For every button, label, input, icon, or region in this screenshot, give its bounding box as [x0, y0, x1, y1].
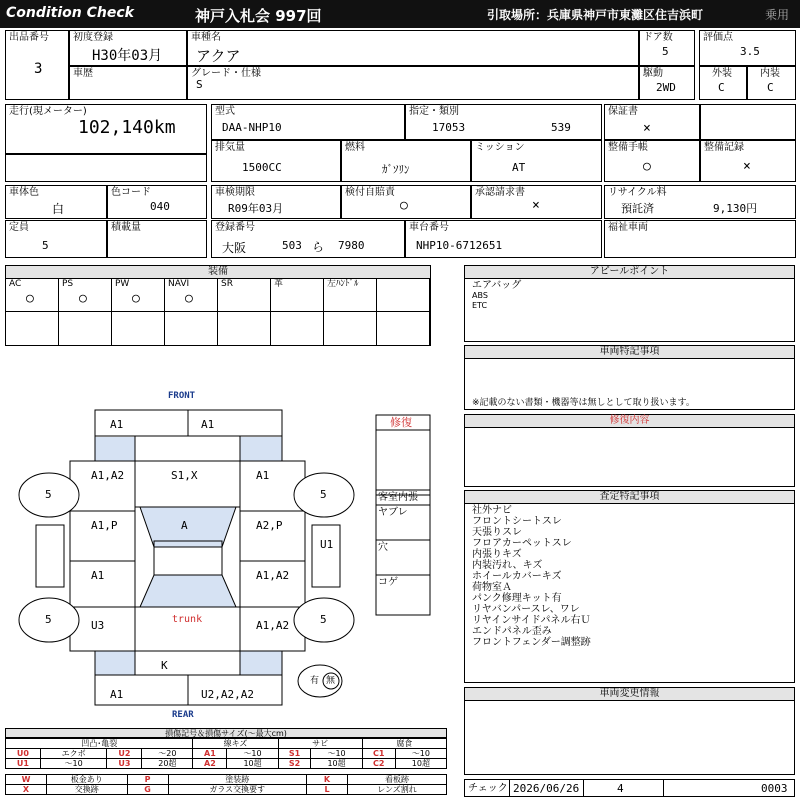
type-cell: [211, 104, 405, 140]
damage-right-front-door: A2,P: [256, 519, 283, 532]
legend-mark-row: [6, 775, 447, 785]
equipment-value: ○: [26, 291, 34, 306]
cabin-hole: 穴: [378, 542, 388, 553]
damage-left-fender: A1,A2: [91, 469, 125, 482]
manual: ○: [643, 159, 651, 174]
equipment-section: [5, 265, 431, 346]
interior-grade: C: [767, 81, 774, 94]
displacement-label: 排気量: [215, 142, 245, 153]
front-label: FRONT: [168, 391, 196, 401]
trunk-label: trunk: [172, 614, 203, 625]
assess-line: リヤバンパースレ、ワレ: [472, 604, 580, 615]
equipment-cell-blank: [59, 312, 112, 346]
spec-cell: [405, 104, 602, 140]
equipment-value: ○: [79, 291, 87, 306]
legend-cell: 10超: [395, 759, 446, 769]
damage-hood: S1,X: [171, 469, 198, 482]
drive-label: 駆動: [643, 68, 663, 79]
check-label: チェック: [468, 783, 508, 794]
equipment-grid: [6, 278, 430, 346]
legend-mark-cell: K: [307, 775, 348, 785]
owner-label: 有: [310, 676, 320, 686]
damage-right-sill: U1: [320, 538, 334, 551]
legend-mark-cell: X: [6, 785, 47, 795]
mileage-label: 走行(現メーター): [9, 106, 87, 117]
assess-line: フロントフェンダー調整跡: [472, 637, 591, 648]
damage-left-front-door: A1,P: [91, 519, 118, 532]
spec-label: 指定・類別: [409, 106, 459, 117]
rear-label: REAR: [172, 710, 194, 720]
mission-cell: [471, 140, 602, 182]
insurance-label: 検付自賠責: [345, 187, 395, 198]
legend-cell: U3: [107, 759, 142, 769]
change-section: [464, 687, 795, 775]
claim-label: 承認請求書: [475, 187, 525, 198]
equipment-label: SR: [221, 279, 233, 289]
legend-cell: 20超: [142, 759, 193, 769]
damage-right-fender: A1: [256, 469, 270, 482]
drive: 2WD: [656, 81, 676, 94]
warranty-label: 保証書: [608, 106, 638, 117]
exterior-grade: C: [718, 81, 725, 94]
chassis: NHP10-6712651: [416, 239, 503, 252]
mileage-cell: [5, 104, 207, 154]
equipment-label: AC: [9, 279, 22, 289]
equipment-cell-blank: [324, 312, 377, 346]
legend-table: [5, 738, 447, 769]
legend-cell: 10超: [311, 759, 362, 769]
legend-cell: U0: [6, 749, 41, 759]
type: DAA-NHP10: [222, 121, 282, 134]
legend-cell: C2: [362, 759, 395, 769]
equipment-cell-blank: [218, 312, 271, 346]
check-num: 4: [617, 782, 624, 795]
legend-title: 損傷記号＆損傷サイズ(～最大cm): [5, 728, 447, 738]
damage-rear-left: A1: [110, 688, 124, 701]
lot-label: 出品番号: [9, 32, 49, 43]
model-name: アクア: [196, 47, 241, 65]
cabin-tear: ヤブレ: [378, 507, 408, 518]
claim-cell: [471, 185, 602, 219]
regno-cell: [211, 220, 405, 258]
legend-mark-cell: レンズ割れ: [348, 785, 447, 795]
equipment-cell-blank: [165, 312, 218, 346]
legend-mark-cell: L: [307, 785, 348, 795]
legend-mark-cell: P: [127, 775, 168, 785]
interior-label: 内装: [760, 68, 780, 79]
legend-cell: ～10: [395, 749, 446, 759]
legend-row: [6, 749, 447, 759]
appeal-title: アピールポイント: [465, 266, 794, 279]
equipment-cell: [271, 278, 324, 312]
interior-cell: [747, 66, 796, 100]
special-title: 車両特記事項: [465, 346, 794, 359]
repair-title: 修復内容: [465, 415, 794, 428]
appeal-section: [464, 265, 795, 342]
tire-rear-right: 5: [320, 613, 327, 626]
damage-left-quarter: U3: [91, 619, 105, 632]
damage-tailgate: K: [161, 659, 168, 672]
spec-model: 17053: [432, 121, 466, 134]
equipment-cell: [165, 278, 218, 312]
assess-section: [464, 490, 795, 683]
legend-mark-row: [6, 785, 447, 795]
grade: S: [196, 78, 203, 91]
mileage: 102,140km: [78, 117, 176, 138]
equipment-cell: [59, 278, 112, 312]
regno-label: 登録番号: [215, 222, 255, 233]
assess-line: ホイールカバーキズ: [472, 571, 562, 582]
assess-line: リヤインサイドパネル右Ｕ: [472, 615, 591, 626]
history-label: 車歴: [73, 68, 93, 79]
doors-cell: [639, 30, 695, 66]
recycle-cell: [604, 185, 796, 219]
car-outline: [0, 385, 460, 725]
equipment-label: 革: [274, 279, 284, 289]
insurance-cell: [341, 185, 471, 219]
owner-circle-label: 無: [326, 676, 336, 686]
damage-right-rear-door: A1,A2: [256, 569, 290, 582]
equipment-value: ○: [185, 291, 193, 306]
type-label: 型式: [215, 106, 235, 117]
capacity-cell: [5, 220, 107, 258]
assess-line: フロントシートスレ: [472, 516, 562, 527]
manual-label: 整備手帳: [608, 142, 648, 153]
equipment-cell-blank: [377, 312, 430, 346]
capacity-label: 定員: [9, 222, 29, 233]
capacity: 5: [42, 239, 49, 252]
exterior-label: 外装: [712, 68, 732, 79]
legend-cell: エクボ: [40, 749, 107, 759]
record-label: 整備記録: [704, 142, 744, 153]
chassis-label: 車台番号: [409, 222, 449, 233]
appeal-lines: [472, 280, 521, 311]
chassis-cell: [405, 220, 602, 258]
legend-mark-cell: 交換跡: [47, 785, 128, 795]
check-code: 0003: [761, 782, 788, 795]
reg-number: 7980: [338, 239, 365, 252]
warranty: ×: [643, 121, 651, 136]
special-section: [464, 345, 795, 410]
grade-cell: [187, 66, 639, 100]
equipment-label: PW: [115, 279, 130, 289]
legend-cell: S2: [278, 759, 311, 769]
load-cell: [107, 220, 207, 258]
fuel-label: 燃料: [345, 142, 365, 153]
insurance: ○: [400, 198, 408, 213]
inspect-cell: [211, 185, 341, 219]
mileage-sub-cell: [5, 154, 207, 182]
equipment-label: NAVI: [168, 279, 190, 289]
inspect: R09年03月: [228, 202, 284, 215]
color-label: 車体色: [9, 187, 39, 198]
damage-front-left: A1: [110, 418, 124, 431]
equipment-value: ○: [132, 291, 140, 306]
inspect-label: 車検期限: [215, 187, 255, 198]
manual-cell: [604, 140, 700, 182]
reg-class: 503: [282, 239, 302, 252]
legend-cell: ～20: [142, 749, 193, 759]
lot-cell: [5, 30, 69, 100]
auction-title: 神戸入札会 997回: [195, 7, 322, 25]
legend-cell: C1: [362, 749, 395, 759]
pickup-location: 引取場所：兵庫県神戸市東灘区住吉浜町: [487, 8, 704, 22]
legend-cell: ～10: [227, 749, 278, 759]
legend-mark-cell: W: [6, 775, 47, 785]
color-cell: [5, 185, 107, 219]
drive-cell: [639, 66, 695, 100]
legend-cell: A1: [193, 749, 227, 759]
legend-header: 線キズ: [193, 739, 278, 749]
assess-line: 社外ナビ: [472, 505, 512, 516]
equipment-label: 左ﾊﾝﾄﾞﾙ: [327, 279, 359, 289]
spec-class: 539: [551, 121, 571, 134]
damage-windshield: A: [181, 519, 188, 532]
exterior-cell: [699, 66, 747, 100]
score-cell: [699, 30, 796, 66]
legend-cell: ～10: [311, 749, 362, 759]
mission-label: ミッション: [475, 142, 525, 153]
legend-cell: A2: [193, 759, 227, 769]
equipment-title: 装備: [6, 266, 430, 279]
category: 乗用: [765, 8, 790, 22]
assess-line: 荷物室Ａ: [472, 582, 512, 593]
equipment-cell: [6, 278, 59, 312]
tire-rear-left: 5: [45, 613, 52, 626]
check-date: 2026/06/26: [513, 782, 580, 795]
first-reg-cell: [69, 30, 187, 66]
history-cell: [69, 66, 187, 100]
legend-header: サビ: [278, 739, 362, 749]
fuel: ｶﾞｿﾘﾝ: [382, 163, 410, 176]
logo: Condition Check: [6, 5, 134, 21]
assess-line: パンク修理キット有: [472, 593, 562, 604]
appeal-line: エアバッグ: [472, 280, 522, 291]
change-title: 車両変更情報: [465, 688, 794, 701]
assess-line: 内装汚れ、キズ: [472, 560, 543, 571]
repair-section: [464, 414, 795, 487]
legend-mark-cell: 塗装跡: [168, 775, 307, 785]
color-code: 040: [150, 200, 170, 213]
tire-front-left: 5: [45, 488, 52, 501]
equipment-label: PS: [62, 279, 74, 289]
warranty-blank-cell: [700, 104, 796, 140]
tire-front-right: 5: [320, 488, 327, 501]
doors-label: ドア数: [643, 32, 673, 43]
cabin-title: 客室内張: [378, 492, 418, 503]
grade-label: グレード・仕様: [191, 68, 261, 79]
legend-mark-cell: ガラス交換要す: [168, 785, 307, 795]
assess-line: 天張りスレ: [472, 527, 522, 538]
doors: 5: [662, 45, 669, 58]
record: ×: [743, 159, 751, 174]
welfare-label: 福祉車両: [608, 222, 648, 233]
recycle-label: リサイクル料: [608, 187, 667, 198]
equipment-cell-blank: [112, 312, 165, 346]
legend-header: 腐食: [362, 739, 446, 749]
special-note: ※記載のない書類・機器等は無しとして取り扱います。: [472, 398, 695, 408]
reg-kana: ら: [312, 240, 325, 254]
cabin-burn: コゲ: [378, 577, 398, 588]
assess-line: フロアカーペットスレ: [472, 538, 572, 549]
legend-mark-cell: 看板跡: [348, 775, 447, 785]
record-cell: [700, 140, 796, 182]
claim: ×: [532, 198, 540, 213]
legend-cell: U1: [6, 759, 41, 769]
lot-number: 3: [34, 61, 43, 77]
footer-bar: [464, 779, 795, 797]
equipment-cell-blank: [6, 312, 59, 346]
recycle-status: 預託済: [621, 202, 654, 215]
appeal-line: ABS: [472, 291, 488, 300]
reg-area: 大阪: [222, 241, 247, 255]
damage-right-quarter: A1,A2: [256, 619, 290, 632]
score: 3.5: [740, 45, 760, 58]
model-label: 車種名: [191, 32, 221, 43]
recycle-fee: 9,130円: [713, 202, 758, 215]
displacement-cell: [211, 140, 341, 182]
header-bar: [0, 0, 800, 28]
legend-mark-cell: G: [127, 785, 168, 795]
legend-cell: 10超: [227, 759, 278, 769]
color-code-label: 色コード: [111, 187, 151, 198]
legend-mark-cell: 板金あり: [47, 775, 128, 785]
legend-cell: ～10: [40, 759, 107, 769]
damage-front-right: A1: [201, 418, 215, 431]
legend: [5, 728, 447, 798]
legend-marks-table: [5, 774, 447, 795]
warranty-cell: [604, 104, 700, 140]
load-label: 積載量: [111, 222, 141, 233]
score-label: 評価点: [703, 32, 733, 43]
legend-header: 凹凸･亀裂: [6, 739, 193, 749]
model-cell: [187, 30, 639, 66]
fuel-cell: [341, 140, 471, 182]
assess-title: 査定特記事項: [465, 491, 794, 504]
damage-rear-bumper: U2,A2,A2: [201, 688, 254, 701]
displacement: 1500CC: [242, 161, 282, 174]
color: 白: [52, 202, 65, 216]
assess-line: エンドパネル歪み: [472, 626, 552, 637]
damage-left-rear-door: A1: [91, 569, 105, 582]
welfare-cell: [604, 220, 796, 258]
equipment-cell-blank: [271, 312, 324, 346]
equipment-cell: [377, 278, 430, 312]
damage-diagram: [0, 385, 460, 725]
first-reg: H30年03月: [92, 48, 163, 64]
equipment-cell: [324, 278, 377, 312]
appeal-line: ETC: [472, 301, 488, 310]
color-code-cell: [107, 185, 207, 219]
mission: AT: [512, 161, 526, 174]
repair-box-label: 修復: [390, 416, 412, 429]
assess-lines: [472, 505, 591, 648]
first-reg-label: 初度登録: [73, 32, 113, 43]
equipment-cell: [218, 278, 271, 312]
assess-line: 内張りキズ: [472, 549, 522, 560]
legend-cell: U2: [107, 749, 142, 759]
equipment-cell: [112, 278, 165, 312]
legend-row: [6, 759, 447, 769]
legend-cell: S1: [278, 749, 311, 759]
